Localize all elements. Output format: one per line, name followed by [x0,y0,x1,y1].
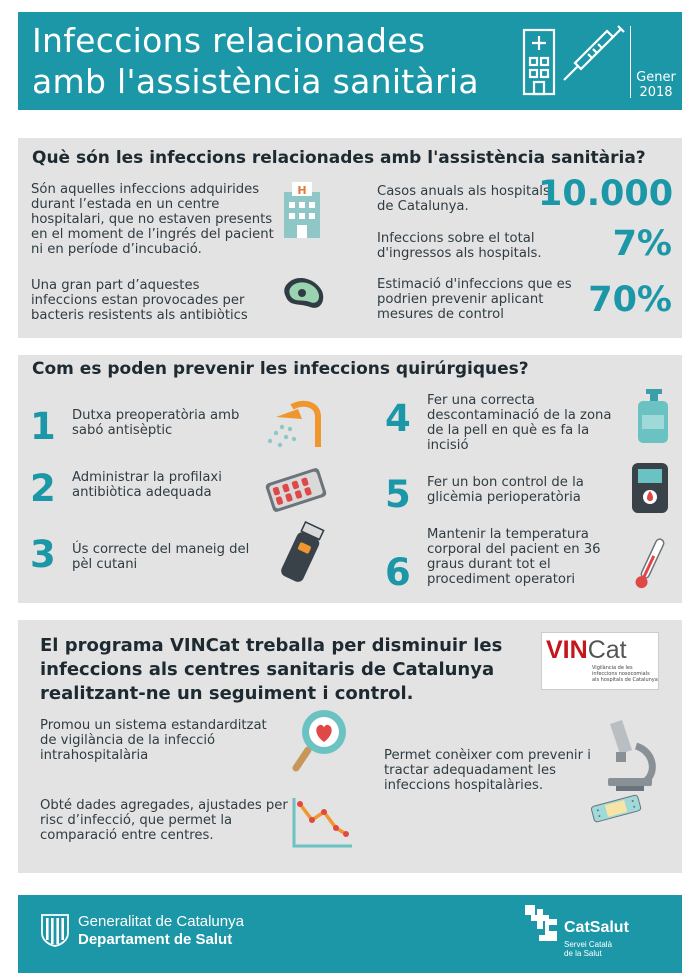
vincat-subtitle: Vigilància de les infeccions nosocomials als hospitals de Catalunya [592,665,658,683]
step-number-1: 1 [30,405,56,448]
catsalut-name: CatSalut [564,919,629,936]
step-number-3: 3 [30,533,56,576]
vincat-item-aggregated-data: Obté dades agregades, ajustades per risc d’infecció, que permet la comparació entre centres. [40,798,288,843]
line-chart-icon [288,794,356,850]
svg-text:H: H [297,184,307,197]
shower-icon [262,399,324,449]
footer-banner [18,895,682,973]
section-what-are-infections [18,138,682,338]
glucometer-icon [630,461,670,515]
bacteria-text: Una gran part d’aquestes infeccions estan provocades per bacteris resistents als antibiòtics [31,278,248,323]
title-line-2: amb l'assistència sanitària [32,62,479,101]
date-month: Gener [636,70,676,85]
step-text-2: Administrar la profilaxi antibiòtica adequada [72,470,222,500]
microscope-icon [588,716,666,826]
hospital-syringe-icons [518,22,628,102]
step-text-6: Mantenir la temperatura corporal del pacient en 36 graus durant tot el procediment operatori [427,527,601,587]
stat-label-preventable: Estimació d'infeccions que es podrien prevenir aplicant mesures de control [377,277,572,322]
vincat-item-prevention: Permet conèixer com prevenir i tractar adequadament les infeccions hospitalàries. [384,748,591,793]
stat-value-annual-cases: 10.000 [538,174,674,214]
generalitat-name: Generalitat de Catalunya [78,913,244,930]
step-text-1: Dutxa preoperatòria amb sabó antisèptic [72,408,240,438]
step-text-4: Fer una correcta descontaminació de la zona de la pell en què es fa la incisió [427,393,612,453]
shaver-icon [276,521,326,585]
syringe-icon [564,26,624,80]
step-text-5: Fer un bon control de la glicèmia perioperatòria [427,475,584,505]
section-prevention [18,355,682,603]
step-number-6: 6 [385,551,411,594]
catsalut-subtitle-2: de la Salut [564,949,602,958]
stat-value-infection-rate: 7% [612,224,672,264]
generalitat-shield-icon [40,913,70,947]
header-banner [18,12,682,110]
stat-label-annual-cases: Casos anuals als hospitals de Catalunya. [377,184,550,214]
section-1-title: Què són les infeccions relacionades amb l'assistència sanitària? [32,148,646,168]
date-year: 2018 [639,85,673,100]
step-number-4: 4 [385,397,411,440]
pills-icon [264,467,328,513]
stat-label-infection-rate: Infeccions sobre el total d'ingressos als hospitals. [377,231,542,261]
vincat-logo [541,632,659,690]
department-name: Departament de Salut [78,931,233,948]
hospital-building-icon [280,180,324,240]
vincat-brand: VINCat [546,636,627,664]
catsalut-subtitle-1: Servei Català [564,940,613,949]
step-number-2: 2 [30,467,56,510]
section-2-title: Com es poden prevenir les infeccions quirúrgiques? [32,359,529,379]
soap-dispenser-icon [632,387,672,445]
definition-text: Són aquelles infeccions adquirides durant l’estada en un centre hospitalari, que no estaven presents en el moment de l’ingrés del pacient ni en període d’incubació. [31,182,274,257]
header-divider [630,26,631,98]
publication-date [636,70,676,100]
bacteria-icon [280,273,328,313]
page-title [32,20,479,102]
thermometer-icon [630,535,670,593]
catsalut-logo-icon [521,903,561,943]
section-vincat-program [18,620,682,873]
step-number-5: 5 [385,473,411,516]
hospital-icon [524,30,554,94]
step-text-3: Ús correcte del maneig del pèl cutani [72,542,250,572]
heart-magnifier-icon [290,706,352,774]
stat-value-preventable: 70% [588,280,672,320]
section-3-title: El programa VINCat treballa per disminuir les infeccions als centres sanitaris de Catalunya realitzant-ne un seguiment i control. [40,635,503,704]
vincat-item-surveillance: Promou un sistema estandarditzat de vigilància de la infecció intrahospitalària [40,718,267,763]
title-line-1: Infeccions relacionades [32,21,426,60]
